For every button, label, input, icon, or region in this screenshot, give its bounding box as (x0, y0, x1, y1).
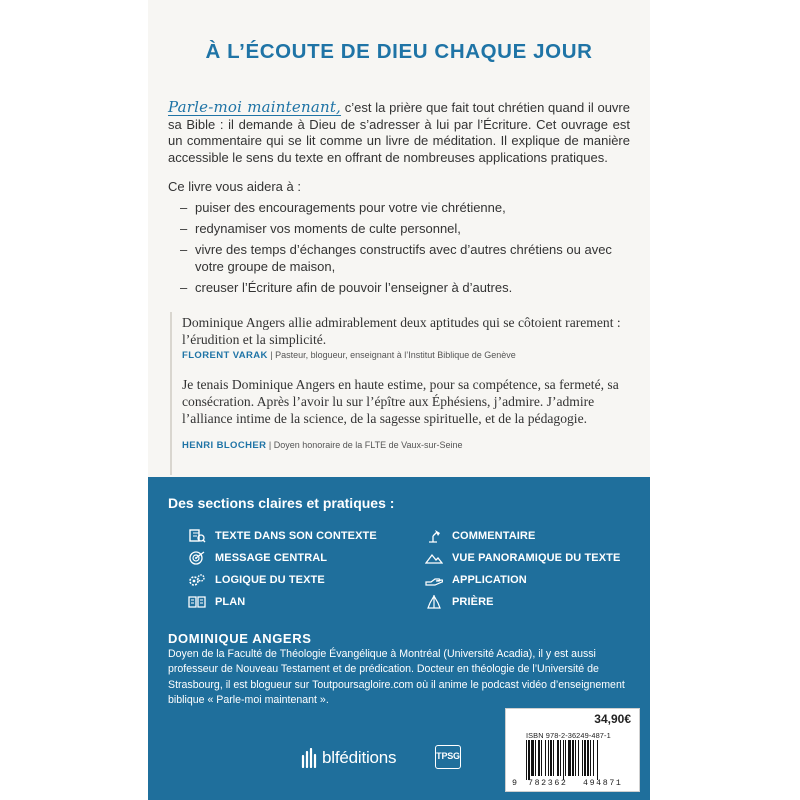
feature-label: TEXTE DANS SON CONTEXTE (215, 530, 377, 542)
barcode-bar (553, 740, 554, 776)
barcode-bar (593, 740, 594, 776)
price: 34,90€ (594, 712, 631, 726)
barcode-bar (526, 740, 527, 780)
barcode-bar (597, 740, 598, 780)
barcode-bar (531, 740, 534, 776)
publisher-logo (300, 748, 396, 768)
barcode-bar (557, 740, 559, 776)
book-back-cover (148, 0, 650, 800)
feature-item (188, 595, 245, 609)
feature-label: LOGIQUE DU TEXTE (215, 574, 325, 586)
benefits-list (180, 200, 632, 301)
endorser-name: HENRI BLOCHER (182, 440, 267, 451)
gears-icon (188, 573, 206, 587)
list-item (180, 242, 632, 275)
list-item (180, 221, 632, 238)
author-bio: Doyen de la Faculté de Théologie Évangélique à Montréal (Université Acadia), il y est aussi professeur de Nouveau Testament et de prédication. Docteur en théologie de l’Université de Strasbourg, il est blogueur sur Toutpoursagloire.com où il anime le podcast vidéo d’enseignement biblique « Parle-moi maintenant ». (168, 648, 625, 707)
price-barcode-box (505, 708, 640, 792)
feature-item (188, 551, 327, 565)
endorsement-quote: Je tenais Dominique Angers en haute estime, pour sa compétence, sa fermeté, sa consécration. Après l’avoir lu sur l’épître aux Éphésiens, j’admire. J’admire l’alliance intime de la science, de la sagesse spirituelle, et de la pédagogie. (182, 377, 619, 426)
dash-bullet: – (180, 242, 188, 258)
feature-label: COMMENTAIRE (452, 530, 536, 542)
barcode-bar (550, 740, 552, 776)
feature-item (425, 529, 535, 543)
target-icon (188, 551, 206, 565)
hand-icon (425, 573, 443, 587)
barcode-bar (582, 740, 583, 776)
lamp-icon (425, 529, 443, 543)
endorsement-attribution (182, 440, 462, 451)
barcode-bar (541, 740, 542, 776)
list-item-text: redynamiser vos moments de culte personnel, (195, 221, 461, 237)
list-item (180, 200, 632, 217)
barcode-bar (535, 740, 536, 776)
isbn: ISBN 978-2-36249-487-1 (526, 731, 611, 740)
quotes-divider (170, 312, 172, 475)
barcode-digits (512, 779, 636, 788)
barcode-bar (575, 740, 576, 776)
barcode-digit-group: 9 (512, 779, 517, 788)
praying-hands-icon (425, 595, 443, 609)
endorsement-quote: Dominique Angers allie admirablement deux aptitudes qui se côtoient rarement : l’érudition et la simplicité. (182, 315, 621, 347)
barcode-bar (545, 740, 546, 776)
barcode-digit-group: 494871 (583, 779, 623, 788)
feature-label: APPLICATION (452, 574, 527, 586)
dash-bullet: – (180, 221, 188, 237)
barcode-bar (565, 740, 566, 776)
barcode-bar (578, 740, 579, 776)
endorser-role: | Pasteur, blogueur, enseignant à l’Institut Biblique de Genève (267, 350, 516, 360)
barcode-bar (548, 740, 549, 776)
feature-label: VUE PANORAMIQUE DU TEXTE (452, 552, 621, 564)
barcode (524, 740, 634, 780)
endorser-role: | Doyen honoraire de la FLTE de Vaux-sur-Seine (266, 440, 463, 450)
feature-label: PLAN (215, 596, 246, 608)
endorsement-attribution (182, 350, 516, 361)
book-context-icon (188, 529, 206, 543)
feature-item (188, 529, 377, 543)
barcode-bar (572, 740, 574, 776)
dash-bullet: – (180, 280, 188, 296)
feature-label: MESSAGE CENTRAL (215, 552, 328, 564)
sections-title: Des sections claires et pratiques : (168, 495, 395, 511)
intro-paragraph (168, 99, 630, 166)
dash-bullet: – (180, 200, 188, 215)
endorser-name: FLORENT VARAK (182, 350, 268, 361)
barcode-bar (528, 740, 530, 780)
list-item (180, 280, 632, 297)
intro-text: c’est la prière que fait tout chrétien quand il ouvre sa Bible : il demande à Dieu de s’adresser à lui par l’Écriture. Cet ouvrage est un commentaire qui se lit comme un livre de méditation. Il explique de manière accessible le sens du texte en offrant de nombreuses applications pratiques. (168, 100, 630, 165)
feature-item (188, 573, 325, 587)
partner-logo: TPSG (435, 745, 461, 769)
barcode-bar (563, 740, 564, 780)
barcode-bar (590, 740, 591, 776)
barcode-bar (568, 740, 571, 776)
blf-flame-icon (300, 748, 318, 768)
barcode-bar (587, 740, 589, 776)
benefits-heading: Ce livre vous aidera à : (168, 179, 301, 194)
blue-band (148, 477, 650, 800)
feature-item (425, 551, 620, 565)
publisher-logo-text: blféditions (322, 748, 397, 767)
intro-script-phrase: Parle-moi maintenant, (168, 98, 342, 116)
barcode-digit-group: 782362 (528, 779, 568, 788)
list-item-text: puiser des encouragements pour votre vie chrétienne, (195, 200, 506, 215)
list-item-text: creuser l’Écriture afin de pouvoir l’enseigner à d’autres. (195, 280, 513, 296)
feature-item (425, 595, 494, 609)
list-item-text: vivre des temps d’échanges constructifs avec d’autres chrétiens ou avec votre groupe de maison, (195, 242, 612, 274)
barcode-bar (538, 740, 540, 776)
feature-label: PRIÈRE (452, 596, 494, 608)
open-book-icon (188, 595, 206, 609)
author-name: DOMINIQUE ANGERS (168, 631, 312, 646)
mountain-icon (425, 551, 443, 565)
barcode-bar (560, 740, 561, 776)
barcode-bar (584, 740, 586, 776)
cover-title: À L’ÉCOUTE DE DIEU CHAQUE JOUR (205, 40, 593, 63)
feature-item (425, 573, 527, 587)
